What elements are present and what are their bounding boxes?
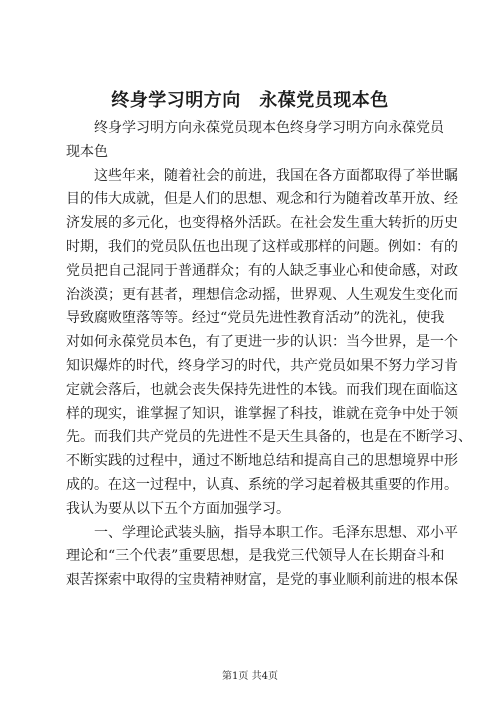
page-footer: 第1页 共4页 [222,671,278,682]
body-line: 时期，我们的党员队伍也出现了这样或那样的问题。例如：有的 [66,238,458,255]
body-line: 终身学习明方向永葆党员现本色终身学习明方向永葆党员 [66,120,444,136]
body-line: 党员把自己混同于普通群众；有的人缺乏事业心和使命感，对政 [66,262,458,279]
body-line: 样的现实，谁掌握了知识，谁掌握了科技，谁就在竞争中处于领 [66,405,458,422]
body-line: 成的。在这一过程中，认真、系统的学习起着极其重要的作用。 [66,476,458,493]
body-line: 艰苦探索中取得的宝贵精神财富，是党的事业顺利前进的根本保 [66,572,458,589]
body-line: 一、学理论武装头脑，指导本职工作。毛泽东思想、邓小平 [66,524,458,541]
body-line: 不断实践的过程中，通过不断地总结和提高自己的思想境界中形 [66,453,458,470]
body-line: 这些年来，随着社会的前进，我国在各方面都取得了举世瞩 [66,167,458,184]
document-title: 终身学习明方向 永葆党员现本色 [111,90,389,111]
document-body [66,117,472,593]
body-line: 导致腐败堕落等等。经过“党员先进性教育活动”的洗礼，使我 [66,310,445,327]
body-line: 理论和“三个代表”重要思想，是我党三代领导人在长期奋斗和 [66,548,445,565]
body-line: 现本色 [66,143,108,160]
body-line: 治淡漠；更有甚者，理想信念动摇，世界观、人生观发生变化而 [66,286,458,303]
body-line: 先。而我们共产党员的先进性不是天生具备的，也是在不断学习、 [66,429,472,446]
body-line: 定就会落后，也就会丧失保持先进性的本钱。而我们现在面临这 [66,381,458,398]
body-line: 济发展的多元化，也变得格外活跃。在社会发生重大转折的历史 [66,215,458,232]
body-line: 知识爆炸的时代，终身学习的时代，共产党员如果不努力学习肯 [66,357,458,374]
body-line: 我认为要从以下五个方面加强学习。 [66,500,290,517]
body-line: 对如何永葆党员本色，有了更进一步的认识：当今世界，是一个 [66,334,458,351]
body-line: 目的伟大成就，但是人们的思想、观念和行为随着改革开放、经 [66,191,458,208]
